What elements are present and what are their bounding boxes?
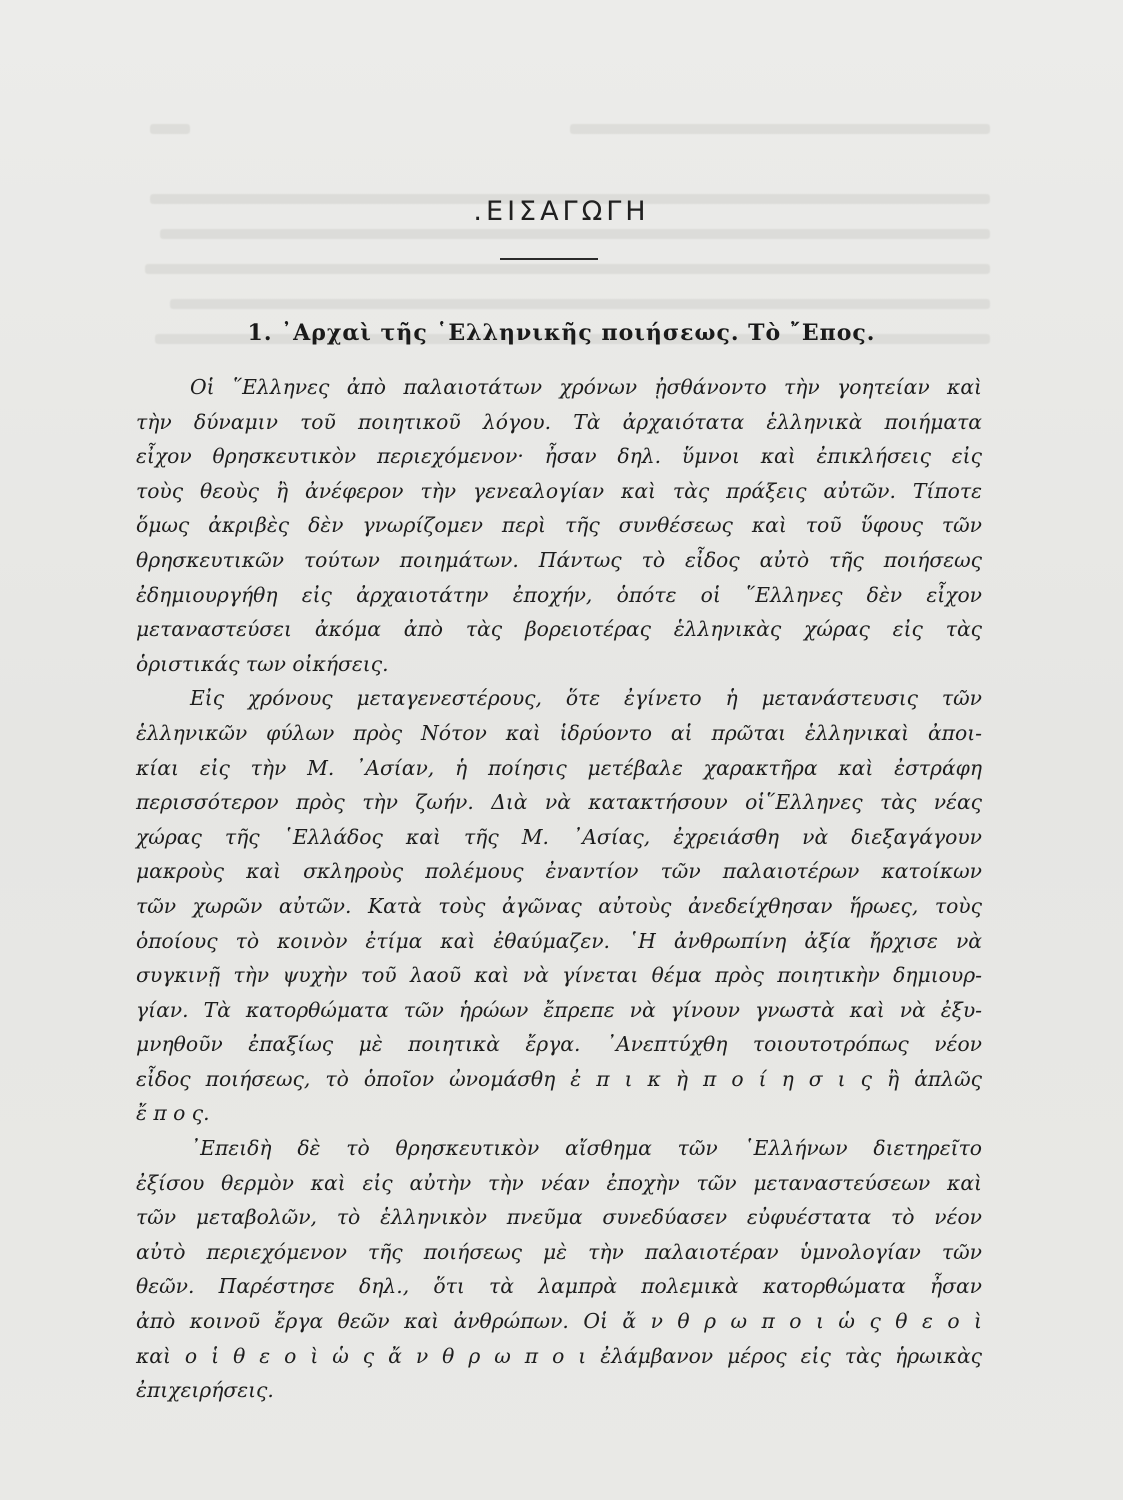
title-underline <box>500 258 598 260</box>
text-line: χώρας τῆς ῾Ελλάδος καὶ τῆς Μ. ᾿Ασίας, ἐχρειάσθη νὰ διεξαγάγουν <box>136 824 982 849</box>
text-line: εἶχον θρησκευτικὸν περιεχόμενον· ἦσαν δηλ. ὕμνοι καὶ ἐπικλήσεις εἰς <box>136 444 982 469</box>
text-line: περισσότερον πρὸς τὴν ζωήν. Διὰ νὰ κατακτήσουν οἱ῞Ελληνες τὰς νέας <box>136 790 982 815</box>
text-line: κίαι εἰς τὴν Μ. ᾿Ασίαν, ἡ ποίησις μετέβαλε χαρακτῆρα καὶ ἐστράφη <box>136 755 982 780</box>
page-title: .ΕΙΣΑΓΩΓΗ <box>473 196 650 227</box>
text-line: ᾿Επειδὴ δὲ τὸ θρησκευτικὸν αἴσθημα τῶν ῾Ελλήνων διετηρεῖτο <box>190 1136 982 1161</box>
text-line: τὴν δύναμιν τοῦ ποιητικοῦ λόγου. Τὰ ἀρχαιότατα ἑλληνικὰ ποιήματα <box>136 409 982 434</box>
text-line: ὁποίους τὸ κοινὸν ἐτίμα καὶ ἐθαύμαζεν. ῾Η ἀνθρωπίνη ἀξία ἤρχισε νὰ <box>136 928 982 953</box>
text-line: μακροὺς καὶ σκληροὺς πολέμους ἐναντίον τῶν παλαιοτέρων κατοίκων <box>136 859 982 884</box>
text-line: αὐτὸ περιεχόμενον τῆς ποιήσεως μὲ τὴν παλαιοτέραν ὑμνολογίαν τῶν <box>136 1239 982 1264</box>
section-heading: 1. ᾿Αρχαὶ τῆς ῾Ελληνικῆς ποιήσεως. Τὸ ῎Επος. <box>247 320 876 346</box>
text-line: τῶν χωρῶν αὐτῶν. Κατὰ τοὺς ἀγῶνας αὐτοὺς ἀνεδείχθησαν ἥρωες, τοὺς <box>136 893 982 918</box>
text-line: εἶδος ποιήσεως, τὸ ὁποῖον ὠνομάσθη ἐ π ι κ ὴ π ο ί η σ ι ς ἢ ἁπλῶς <box>136 1066 982 1091</box>
bleed-through-texture <box>130 110 990 355</box>
text-line: θρησκευτικῶν τούτων ποιημάτων. Πάντως τὸ εἶδος αὐτὸ τῆς ποιήσεως <box>136 547 982 572</box>
text-line: ὁριστικάς των οἰκήσεις. <box>136 651 389 676</box>
text-line: ἐδημιουργήθη εἰς ἀρχαιοτάτην ἐποχήν, ὁπότε οἱ ῞Ελληνες δὲν εἶχον <box>136 582 982 607</box>
text-line: Οἱ ῞Ελληνες ἀπὸ παλαιοτάτων χρόνων ᾐσθάνοντο τὴν γοητείαν καὶ <box>190 375 982 399</box>
text-line: μεταναστεύσει ἀκόμα ἀπὸ τὰς βορειοτέρας ἑλληνικὰς χώρας εἰς τὰς <box>136 617 982 642</box>
text-line: θεῶν. Παρέστησε δηλ., ὅτι τὰ λαμπρὰ πολεμικὰ κατορθώματα ἦσαν <box>136 1274 982 1299</box>
text-line: ἑλληνικῶν φύλων πρὸς Νότον καὶ ἱδρύοντο αἱ πρῶται ἑλληνικαὶ ἀποι- <box>136 720 982 745</box>
body-text <box>136 370 982 1408</box>
text-line: τοὺς θεοὺς ἢ ἀνέφερον τὴν γενεαλογίαν καὶ τὰς πράξεις αὐτῶν. Τίποτε <box>136 478 982 503</box>
text-line: καὶ ο ἱ θ ε ο ὶ ὡ ς ἄ ν θ ρ ω π ο ι ἐλάμβανον μέρος εἰς τὰς ἡρωικὰς <box>136 1343 982 1368</box>
text-line: Εἰς χρόνους μεταγενεστέρους, ὅτε ἐγίνετο ἡ μετανάστευσις τῶν <box>190 686 982 711</box>
text-line: ὅμως ἀκριβὲς δὲν γνωρίζομεν περὶ τῆς συνθέσεως καὶ τοῦ ὕφους τῶν <box>136 513 982 538</box>
text-line: τῶν μεταβολῶν, τὸ ἑλληνικὸν πνεῦμα συνεδύασεν εὐφυέστατα τὸ νέον <box>136 1205 982 1230</box>
text-line: συγκινῇ τὴν ψυχὴν τοῦ λαοῦ καὶ νὰ γίνεται θέμα πρὸς ποιητικὴν δημιουρ- <box>136 963 982 988</box>
text-line: ἐπιχειρήσεις. <box>136 1378 274 1403</box>
text-line: ἀπὸ κοινοῦ ἔργα θεῶν καὶ ἀνθρώπων. Οἱ ἄ ν θ ρ ω π ο ι ὡ ς θ ε ο ὶ <box>136 1309 982 1334</box>
text-line: γίαν. Τὰ κατορθώματα τῶν ἡρώων ἔπρεπε νὰ γίνουν γνωστὰ καὶ νὰ ἐξυ- <box>136 997 982 1022</box>
text-line: ἔ π ο ς. <box>136 1101 210 1126</box>
text-line: ἐξίσου θερμὸν καὶ εἰς αὐτὴν τὴν νέαν ἐποχὴν τῶν μεταναστεύσεων καὶ <box>136 1170 982 1195</box>
text-line: μνηθοῦν ἐπαξίως μὲ ποιητικὰ ἔργα. ᾿Ανεπτύχθη τοιουτοτρόπως νέον <box>136 1032 982 1057</box>
